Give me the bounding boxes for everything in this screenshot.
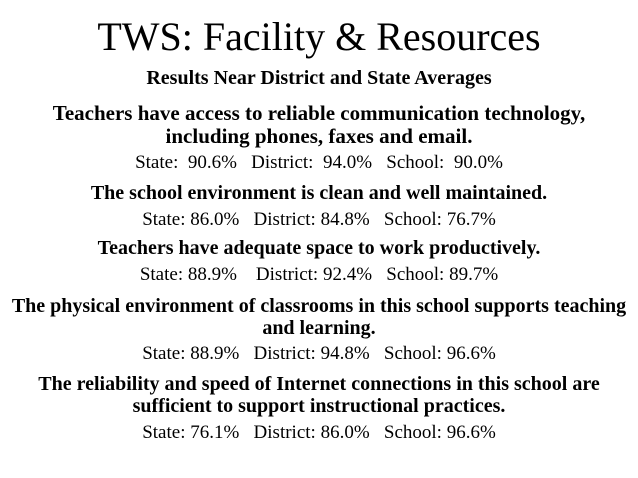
statement-line: including phones, faxes and email.	[165, 124, 473, 148]
statement-line: Teachers have access to reliable communication technology,	[52, 101, 586, 125]
survey-statement	[8, 295, 630, 339]
survey-result: State: 88.9% District: 94.8% School: 96.6%	[142, 343, 496, 364]
statement-line: The school environment is clean and well maintained.	[90, 182, 548, 204]
survey-result: State: 88.9% District: 92.4% School: 89.7%	[139, 264, 499, 285]
statement-line: Teachers have adequate space to work productively.	[97, 237, 541, 259]
survey-result: State: 76.1% District: 86.0% School: 96.6%	[142, 422, 496, 443]
statement-line: sufficient to support instructional practices.	[132, 395, 506, 417]
survey-statement	[8, 237, 630, 259]
statement-line: The physical environment of classrooms in this school supports teaching	[11, 295, 627, 317]
statement-line: and learning.	[262, 317, 376, 339]
survey-statement	[8, 182, 630, 204]
survey-statement	[8, 373, 630, 417]
survey-statement	[8, 102, 630, 148]
survey-result: State: 86.0% District: 84.8% School: 76.7%	[142, 209, 496, 230]
survey-result: State: 90.6% District: 94.0% School: 90.0%	[135, 152, 503, 173]
slide-title: TWS: Facility & Resources	[97, 14, 541, 59]
statement-line: The reliability and speed of Internet connections in this school are	[38, 373, 600, 395]
slide-subtitle: Results Near District and State Averages	[146, 67, 492, 89]
